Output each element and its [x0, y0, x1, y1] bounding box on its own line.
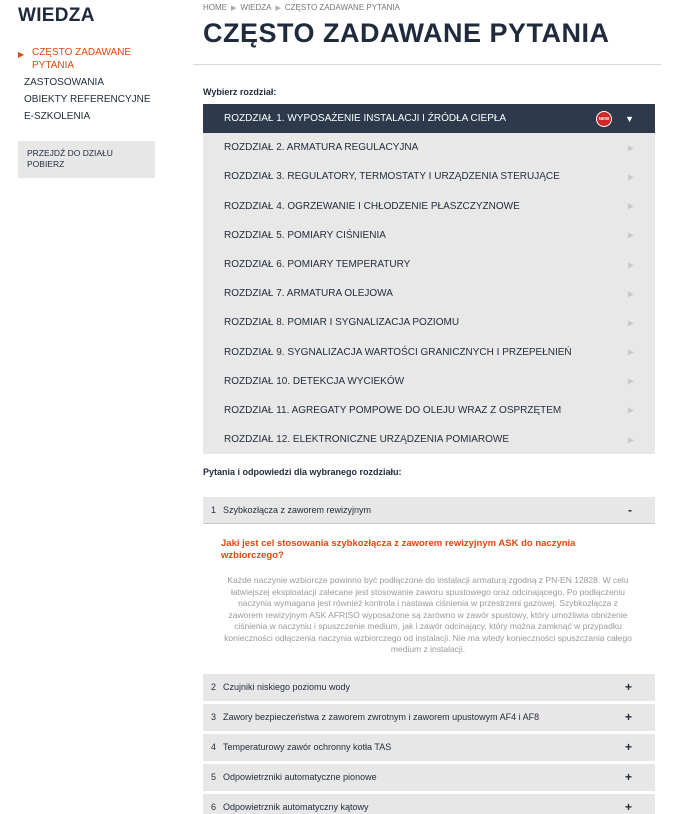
triangle-right-icon: ▶ — [627, 347, 634, 357]
chapter-label: ROZDZIAŁ 2. ARMATURA REGULACYJNA — [224, 142, 419, 154]
qa-panel — [203, 524, 655, 674]
qa-item-5[interactable] — [203, 764, 655, 791]
expand-icon[interactable]: + — [624, 770, 632, 784]
chapter-label: ROZDZIAŁ 4. OGRZEWANIE I CHŁODZENIE PŁASZCZYZNOWE — [224, 200, 520, 212]
qa-item-1[interactable] — [203, 497, 655, 524]
chapter-label: ROZDZIAŁ 8. POMIAR I SYGNALIZACJA POZIOMU — [224, 317, 460, 329]
triangle-right-icon: ▶ — [627, 143, 634, 153]
expand-icon[interactable]: + — [624, 680, 632, 694]
chapter-label: ROZDZIAŁ 9. SYGNALIZACJA WARTOŚCI GRANICZNYCH I PRZEPEŁNIEŃ — [224, 346, 572, 358]
triangle-right-icon: ▶ — [18, 50, 25, 59]
qa-item-6[interactable] — [203, 794, 655, 814]
qa-number: 1 — [211, 505, 217, 515]
chapter-item-9[interactable] — [203, 338, 655, 367]
qa-number: 4 — [211, 742, 217, 752]
chapter-item-8[interactable] — [203, 308, 655, 337]
qa-number: 3 — [211, 712, 217, 722]
qa-title: Odpowietrznik automatyczny kątowy — [223, 802, 369, 812]
expand-icon[interactable]: + — [624, 740, 632, 754]
chapter-list — [203, 104, 655, 454]
chapter-item-1[interactable] — [203, 104, 655, 133]
qa-item-2[interactable] — [203, 674, 655, 701]
page-title: CZĘSTO ZADAWANE PYTANIA — [203, 18, 610, 48]
expand-icon[interactable]: + — [624, 800, 632, 814]
chapter-label: ROZDZIAŁ 12. ELEKTRONICZNE URZĄDZENIA POMIAROWE — [224, 434, 510, 446]
qa-title: Zawory bezpieczeństwa z zaworem zwrotnym i zaworem upustowym AF4 i AF8 — [223, 712, 540, 722]
new-badge: NEW — [596, 111, 612, 127]
qa-accordion — [203, 497, 655, 814]
qa-title: Odpowietrzniki automatyczne pionowe — [223, 772, 377, 782]
qa-question: Jaki jest cel stosowania szybkozłącza z zaworem rewizyjnym ASK do naczynia wzbiorczego? — [221, 538, 576, 561]
download-section-button[interactable]: PRZEJDŹ DO DZIAŁU POBIERZ — [18, 141, 155, 178]
qa-number: 6 — [211, 802, 217, 812]
breadcrumb — [203, 3, 400, 12]
chapter-item-7[interactable] — [203, 279, 655, 308]
qa-title: Temperaturowy zawór ochronny kotła TAS — [223, 742, 392, 752]
sidebar-item-label: OBIEKTY REFERENCYJNE — [24, 94, 151, 105]
qa-title: Czujniki niskiego poziomu wody — [223, 682, 351, 692]
divider — [193, 64, 661, 65]
triangle-right-icon: ▶ — [627, 260, 634, 270]
chapter-item-2[interactable] — [203, 133, 655, 162]
qa-answer: Każde naczynie wzbiorcze powinno być podłączone do instalacji armaturą zgodną z PN-EN 12828. W celu łatwiejszej eksploatacji zalecane jest stosowanie zaworu spustowego oraz odcinającego. Po podłączeniu naczynia wymagana jest również kontrola i nastawa ciśnienia w przestrzeni gazowej. Szybkozłącza z zaworem rewizyjnym ASK AFRISO wyposażone są zarówno w zawór spustowy, który umożliwia obniżenie ciśnienia w naczyniu i spuszczenie medium, jak i zawór odcinający, który można zamknąć w przypadku konieczności odłączenia naczynia wzbiorczego od instalacji. Nie ma wtedy konieczności spuszczania całego medium z instalacji. — [224, 575, 632, 654]
breadcrumb-knowledge[interactable]: WIEDZA — [240, 3, 272, 12]
chevron-right-icon: ▶ — [231, 5, 237, 12]
qa-item-3[interactable] — [203, 704, 655, 731]
sidebar-item-label: E-SZKOLENIA — [24, 111, 91, 122]
chapter-item-6[interactable] — [203, 250, 655, 279]
expand-icon[interactable]: + — [624, 710, 632, 724]
triangle-down-icon: ▼ — [625, 113, 634, 124]
breadcrumb-current: CZĘSTO ZADAWANE PYTANIA — [284, 3, 401, 12]
chapter-label: ROZDZIAŁ 10. DETEKCJA WYCIEKÓW — [224, 375, 405, 387]
chapter-select-label: Wybierz rozdział: — [203, 87, 277, 97]
sidebar-nav — [18, 46, 158, 123]
qa-item-4[interactable] — [203, 734, 655, 761]
qa-number: 5 — [211, 772, 217, 782]
chapter-item-4[interactable] — [203, 192, 655, 221]
chapter-label: ROZDZIAŁ 5. POMIARY CIŚNIENIA — [224, 229, 386, 241]
qa-title: Szybkozłącza z zaworem rewizyjnym — [223, 505, 372, 515]
chapter-item-3[interactable] — [203, 162, 655, 191]
sidebar-item-e-training[interactable] — [18, 110, 158, 123]
triangle-right-icon: ▶ — [627, 289, 634, 299]
sidebar-item-faq[interactable] — [18, 46, 158, 72]
chapter-label: ROZDZIAŁ 7. ARMATURA OLEJOWA — [224, 288, 393, 300]
triangle-right-icon: ▶ — [627, 230, 634, 240]
chapter-item-11[interactable] — [203, 396, 655, 425]
triangle-right-icon: ▶ — [627, 172, 634, 182]
chevron-right-icon: ▶ — [275, 5, 281, 12]
sidebar-item-reference-objects[interactable] — [18, 93, 158, 106]
chapter-item-10[interactable] — [203, 367, 655, 396]
chapter-label: ROZDZIAŁ 3. REGULATORY, TERMOSTATY I URZĄDZENIA STERUJĄCE — [224, 171, 560, 183]
triangle-right-icon: ▶ — [627, 405, 634, 415]
qa-number: 2 — [211, 682, 217, 692]
chapter-item-12[interactable] — [203, 425, 655, 454]
sidebar-item-applications[interactable] — [18, 76, 158, 89]
sidebar — [18, 0, 158, 178]
chapter-label: ROZDZIAŁ 11. AGREGATY POMPOWE DO OLEJU WRAZ Z OSPRZĘTEM — [224, 404, 562, 416]
chapter-label: ROZDZIAŁ 6. POMIARY TEMPERATURY — [224, 259, 411, 271]
triangle-right-icon: ▶ — [627, 376, 634, 386]
triangle-right-icon: ▶ — [627, 435, 634, 445]
triangle-right-icon: ▶ — [627, 318, 634, 328]
chapter-label: ROZDZIAŁ 1. WYPOSAŻENIE INSTALACJI I ŹRÓDŁA CIEPŁA — [224, 113, 507, 125]
collapse-icon[interactable]: - — [628, 503, 632, 517]
chapter-item-5[interactable] — [203, 221, 655, 250]
sidebar-title: WIEDZA — [18, 5, 95, 26]
sidebar-item-label: CZĘSTO ZADAWANE PYTANIA — [32, 47, 132, 71]
sidebar-item-label: ZASTOSOWANIA — [24, 77, 105, 88]
breadcrumb-home[interactable]: HOME — [203, 3, 227, 12]
qa-section-label: Pytania i odpowiedzi dla wybranego rozdziału: — [203, 467, 402, 477]
triangle-right-icon: ▶ — [627, 201, 634, 211]
